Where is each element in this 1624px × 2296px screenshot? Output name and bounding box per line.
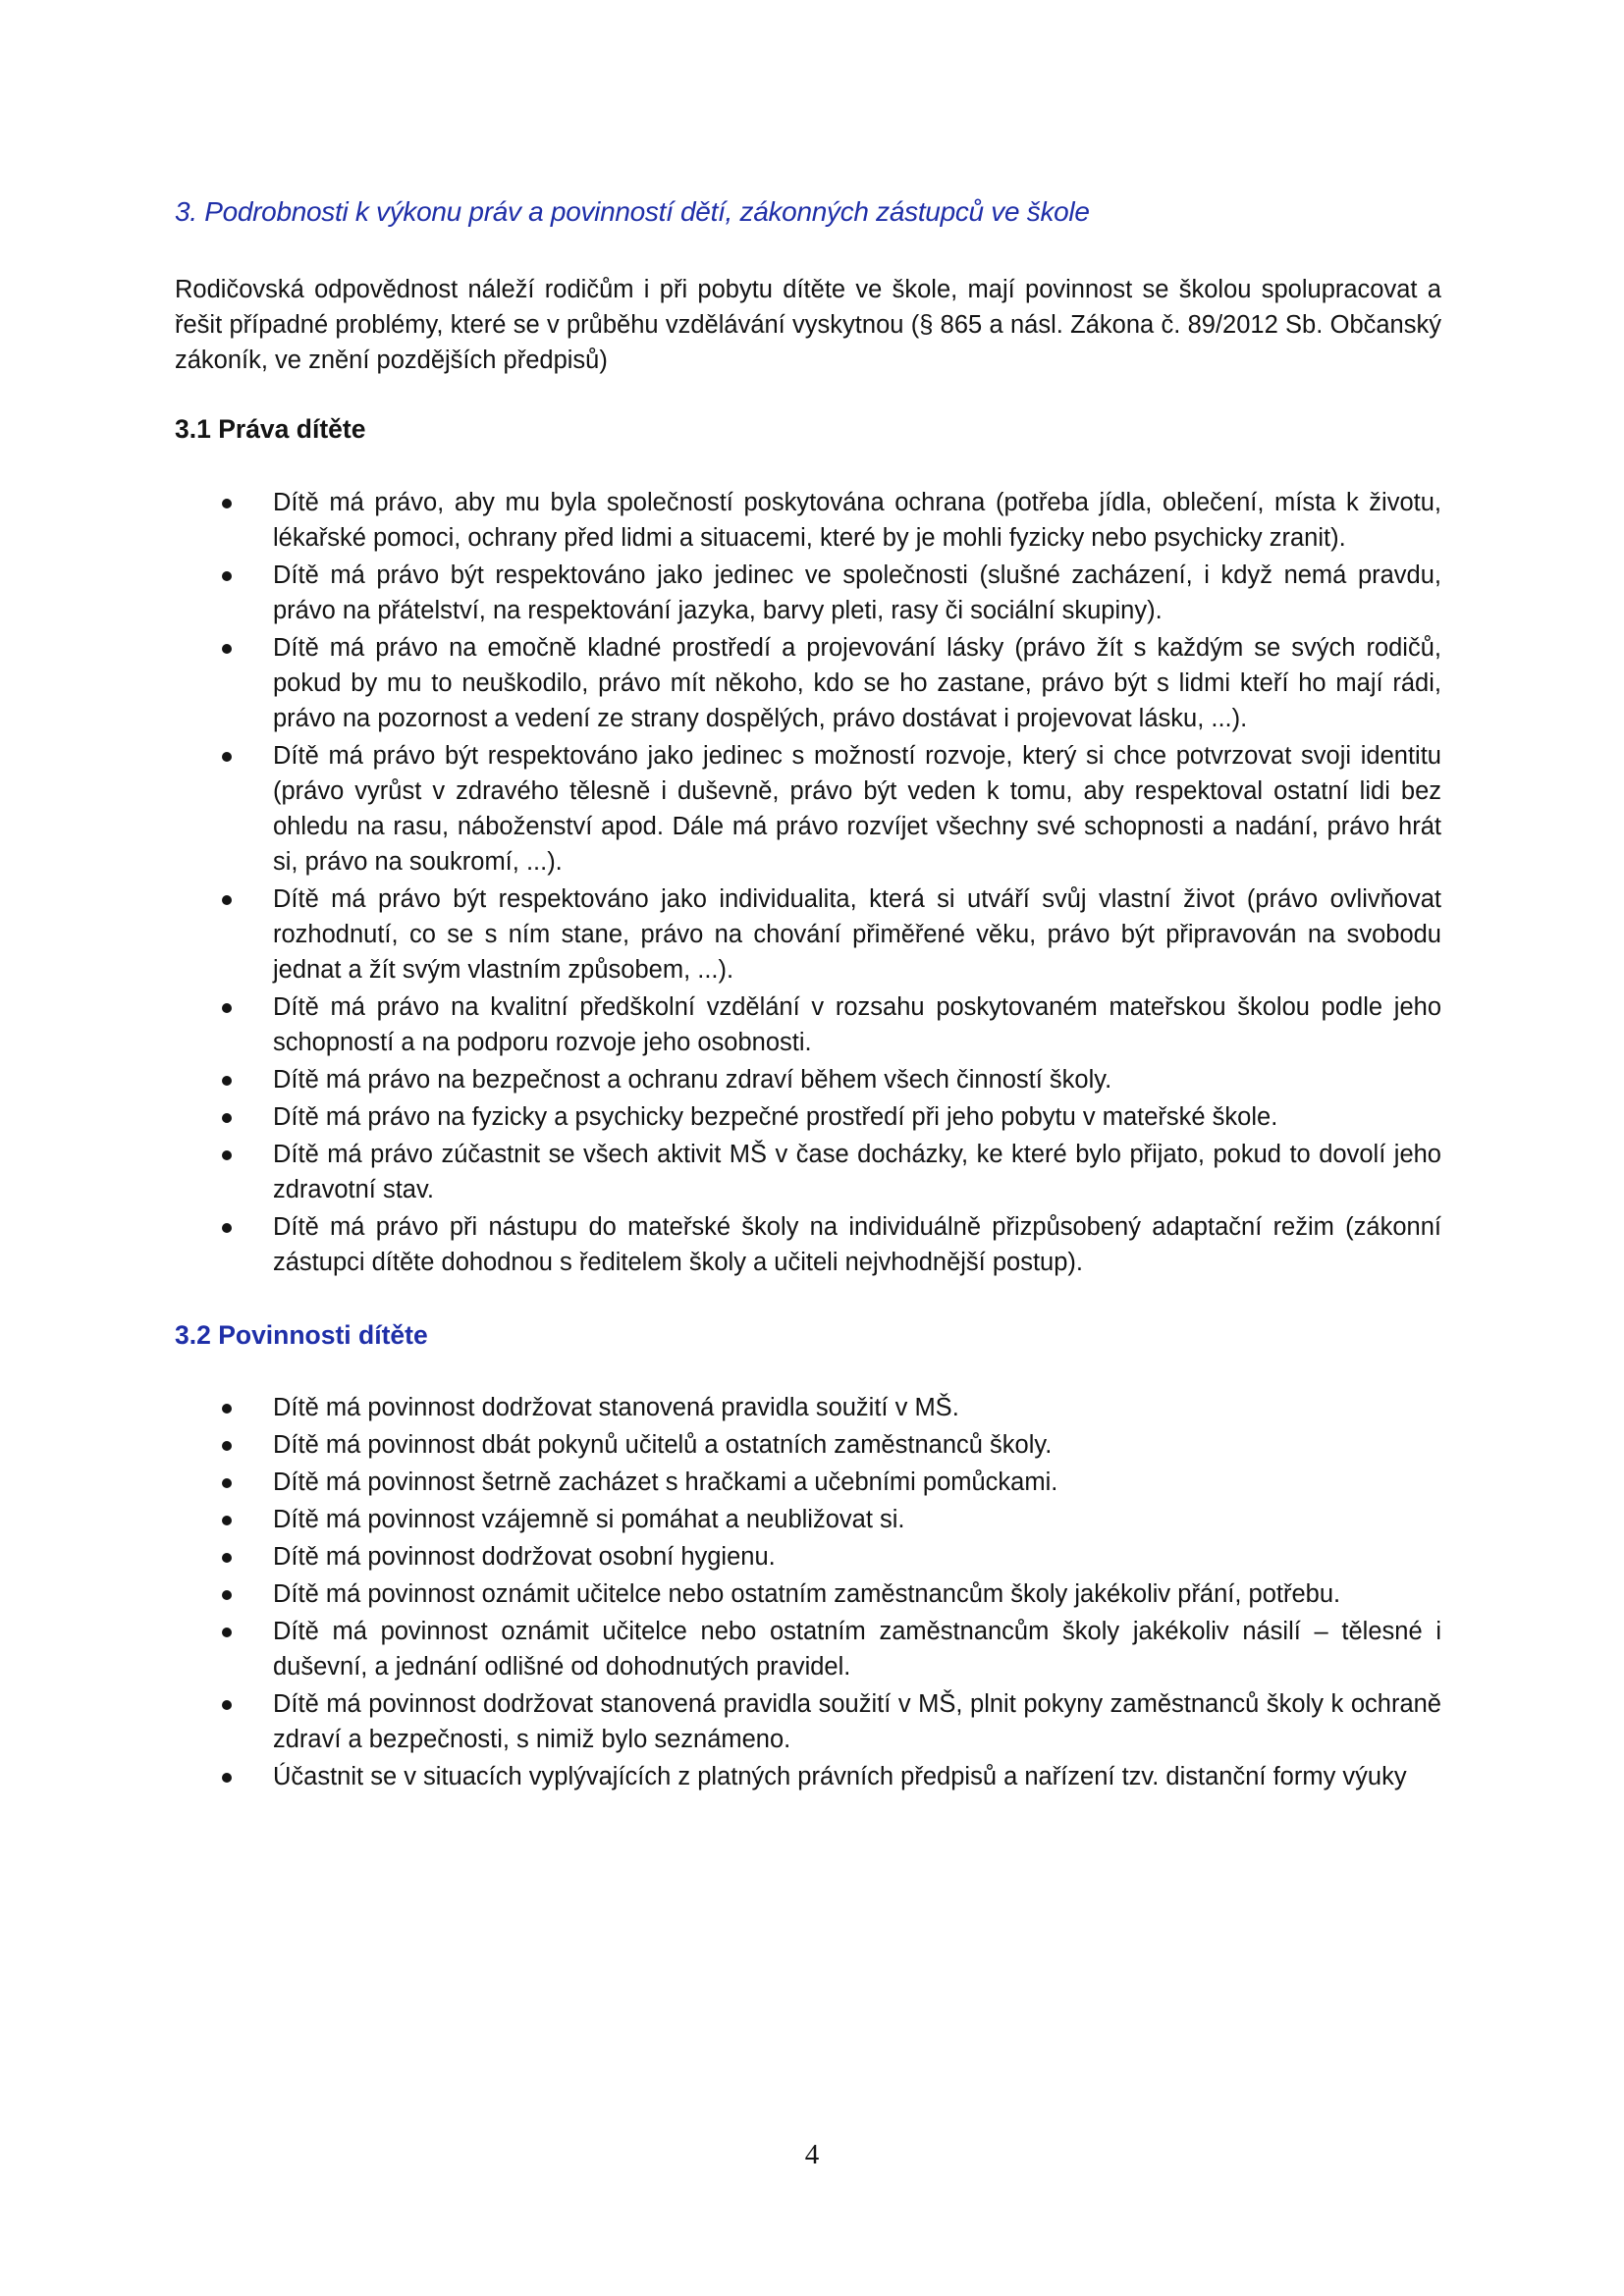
duties-list-item [175, 1576, 1441, 1612]
rights-list-item [175, 558, 1441, 628]
rights-list-item [175, 881, 1441, 988]
bullet-icon [222, 1700, 232, 1710]
bullet-icon [222, 499, 232, 508]
duties-item-text: Dítě má povinnost dodržovat stanovená pravidla soužití v MŠ. [273, 1394, 959, 1421]
bullet-icon [222, 1553, 232, 1563]
duties-item-text: Dítě má povinnost dodržovat osobní hygienu. [273, 1543, 776, 1571]
bullet-icon [222, 1003, 232, 1013]
rights-item-text: Dítě má právo být respektováno jako jedinec s možností rozvoje, který si chce potvrzovat svoji identitu (právo vyrůst v zdravého tělesně i duševně, právo být veden k tomu, aby respektoval ostatní lidi bez ohledu na rasu, náboženství apod. Dále má právo rozvíjet všechny své schopnosti a nadání, právo hrát si, právo na soukromí, ...). [273, 742, 1441, 876]
bullet-icon [222, 571, 232, 581]
duties-list-item [175, 1427, 1441, 1463]
rights-item-text: Dítě má právo na emočně kladné prostředí a projevování lásky (právo žít s každým se svých rodičů, pokud by mu to neuškodilo, právo mít někoho, kdo se ho zastane, právo být s lidmi kteří ho mají rádi, právo na pozornost a vedení ze strany dospělých, právo dostávat i projevovat lásku, ...). [273, 634, 1441, 732]
rights-list-item [175, 738, 1441, 880]
duties-heading: 3.2 Povinnosti dítěte [175, 1320, 428, 1350]
duties-list-item [175, 1390, 1441, 1425]
duties-item-text: Dítě má povinnost vzájemně si pomáhat a neubližovat si. [273, 1506, 905, 1533]
duties-item-text: Dítě má povinnost šetrně zacházet s hračkami a učebními pomůckami. [273, 1468, 1058, 1496]
bullet-icon [222, 1076, 232, 1086]
duties-item-text: Dítě má povinnost dodržovat stanovená pravidla soužití v MŠ, plnit pokyny zaměstnanců školy k ochraně zdraví a bezpečnosti, s nimiž bylo seznámeno. [273, 1690, 1441, 1753]
rights-list-item [175, 1099, 1441, 1135]
duties-item-text: Účastnit se v situacích vyplývajících z platných právních předpisů a nařízení tzv. distanční formy výuky [273, 1763, 1407, 1790]
page-number: 4 [804, 2139, 820, 2170]
bullet-icon [222, 644, 232, 654]
rights-list [175, 485, 1441, 1280]
bullet-icon [222, 1516, 232, 1525]
duties-item-text: Dítě má povinnost dbát pokynů učitelů a ostatních zaměstnanců školy. [273, 1431, 1053, 1459]
rights-list-item [175, 1209, 1441, 1280]
duties-list-item [175, 1614, 1441, 1684]
duties-list-item [175, 1539, 1441, 1575]
bullet-icon [222, 1441, 232, 1451]
page-content [175, 192, 1441, 1796]
rights-item-text: Dítě má právo, aby mu byla společností poskytována ochrana (potřeba jídla, oblečení, místa k životu, lékařské pomoci, ochrany před lidmi a situacemi, které by je mohli fyzicky nebo psychicky zranit). [273, 489, 1441, 552]
bullet-icon [222, 1223, 232, 1233]
intro-paragraph: Rodičovská odpovědnost náleží rodičům i při pobytu dítěte ve škole, mají povinnost se školou spolupracovat a řešit případné problémy, které se v průběhu vzdělávání vyskytnou (§ 865 a násl. Zákona č. 89/2012 Sb. Občanský zákoník, ve znění pozdějších předpisů) [175, 276, 1441, 374]
rights-list-item [175, 1137, 1441, 1207]
rights-item-text: Dítě má právo na bezpečnost a ochranu zdraví během všech činností školy. [273, 1066, 1112, 1094]
duties-list-item [175, 1686, 1441, 1757]
rights-list-item [175, 485, 1441, 556]
duties-list [175, 1390, 1441, 1794]
rights-item-text: Dítě má právo být respektováno jako individualita, která si utváří svůj vlastní život (právo ovlivňovat rozhodnutí, co se s ním stane, právo na chování přiměřené věku, právo být připravován na svobodu jednat a žít svým vlastním způsobem, ...). [273, 885, 1441, 984]
rights-list-item [175, 630, 1441, 736]
bullet-icon [222, 1628, 232, 1637]
bullet-icon [222, 752, 232, 762]
bullet-icon [222, 1478, 232, 1488]
rights-item-text: Dítě má právo na kvalitní předškolní vzdělání v rozsahu poskytovaném mateřskou školou podle jeho schopností a na podporu rozvoje jeho osobnosti. [273, 993, 1441, 1056]
duties-list-item [175, 1759, 1441, 1794]
rights-item-text: Dítě má právo zúčastnit se všech aktivit MŠ v čase docházky, ke které bylo přijato, pokud to dovolí jeho zdravotní stav. [273, 1141, 1441, 1203]
duties-item-text: Dítě má povinnost oznámit učitelce nebo ostatním zaměstnancům školy jakékoliv násilí – tělesné i duševní, a jednání odlišné od dohodnutých pravidel. [273, 1618, 1441, 1681]
rights-list-item [175, 989, 1441, 1060]
rights-item-text: Dítě má právo při nástupu do mateřské školy na individuálně přizpůsobený adaptační režim (zákonní zástupci dítěte dohodnou s ředitelem školy a učiteli nejvhodnější postup). [273, 1213, 1441, 1276]
bullet-icon [222, 895, 232, 905]
bullet-icon [222, 1150, 232, 1160]
bullet-icon [222, 1113, 232, 1123]
section-title: 3. Podrobnosti k výkonu práv a povinností dětí, zákonných zástupců ve škole [175, 196, 1090, 227]
bullet-icon [222, 1590, 232, 1600]
rights-heading: 3.1 Práva dítěte [175, 414, 366, 444]
bullet-icon [222, 1404, 232, 1414]
rights-item-text: Dítě má právo na fyzicky a psychicky bezpečné prostředí při jeho pobytu v mateřské škole. [273, 1103, 1278, 1131]
duties-list-item [175, 1465, 1441, 1500]
duties-list-item [175, 1502, 1441, 1537]
rights-item-text: Dítě má právo být respektováno jako jedinec ve společnosti (slušné zacházení, i když nemá pravdu, právo na přátelství, na respektování jazyka, barvy pleti, rasy či sociální skupiny). [273, 561, 1441, 624]
rights-list-item [175, 1062, 1441, 1097]
duties-item-text: Dítě má povinnost oznámit učitelce nebo ostatním zaměstnancům školy jakékoliv přání, potřebu. [273, 1580, 1341, 1608]
bullet-icon [222, 1773, 232, 1783]
